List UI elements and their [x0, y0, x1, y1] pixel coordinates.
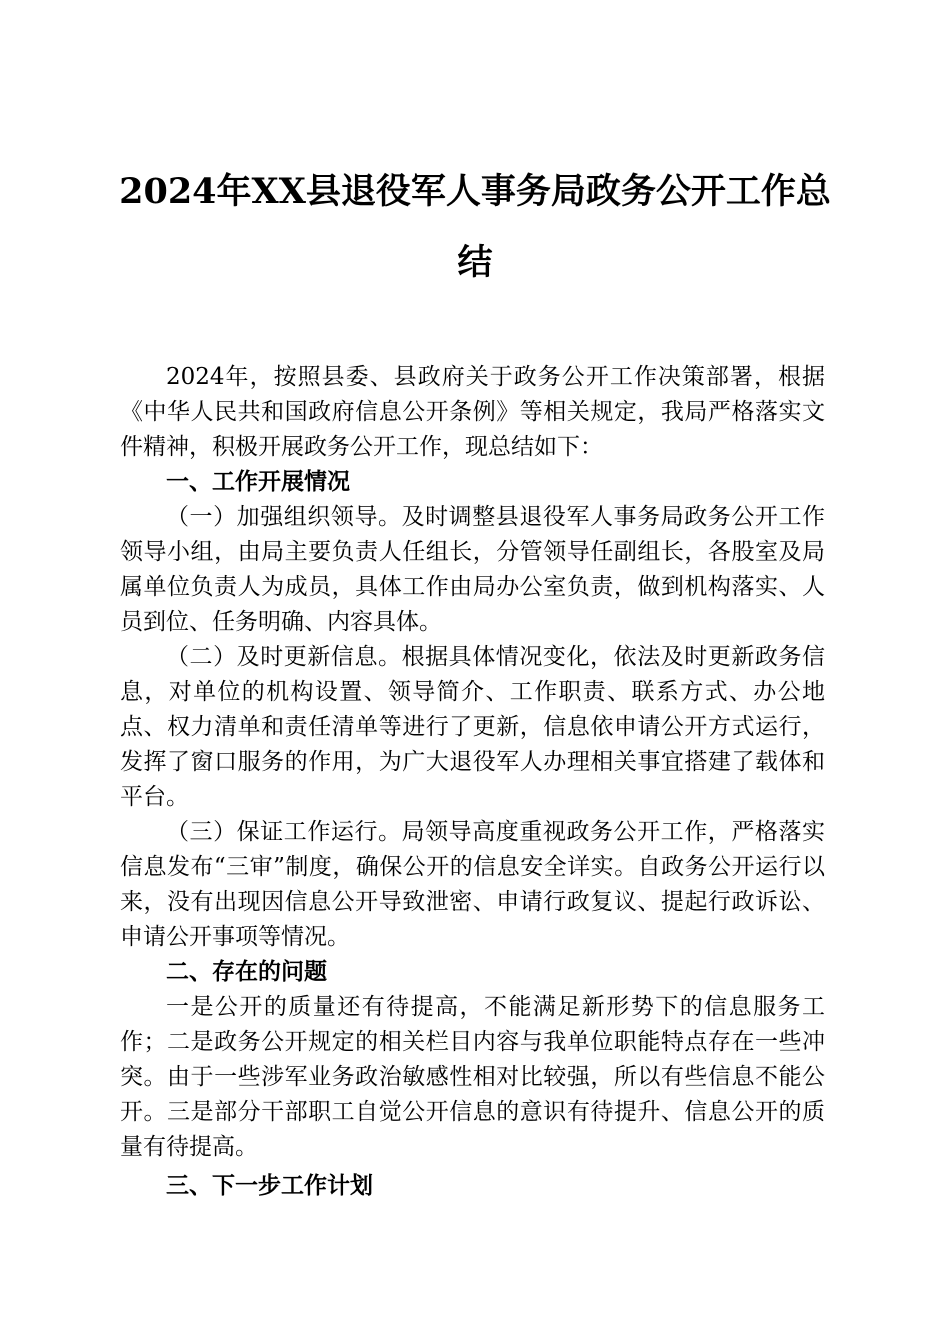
- subsection-3-lead: （三）保证工作运行。: [166, 819, 402, 845]
- document-body: [120, 360, 825, 1204]
- section-heading-2: [120, 955, 825, 990]
- problems-paragraph: [120, 990, 825, 1165]
- problems-text: 一是公开的质量还有待提高，不能满足新形势下的信息服务工作；二是政务公开规定的相关栏目内容与我单位职能特点存在一些冲突。由于一些涉军业务政治敏感性相对比较强，所以有些信息不能公开。三是部分干部职工自觉公开信息的意识有待提升、信息公开的质量有待提高。: [120, 994, 825, 1160]
- section-heading-3-text: 三、下一步工作计划: [166, 1173, 373, 1199]
- document-title-line-2: 结: [457, 242, 493, 283]
- document-title-line-1: 2024年XX县退役军人事务局政务公开工作总: [119, 171, 831, 212]
- section-heading-1: [120, 465, 825, 500]
- subsection-paragraph-3: [120, 815, 825, 955]
- subsection-paragraph-2: [120, 640, 825, 815]
- section-heading-1-text: 一、工作开展情况: [166, 469, 350, 495]
- subsection-3-text: 局领导高度重视政务公开工作，严格落实信息发布“三审”制度，确保公开的信息安全详实。自政务公开运行以来，没有出现因信息公开导致泄密、申请行政复议、提起行政诉讼、申请公开事项等情况。: [120, 819, 826, 950]
- subsection-1-text: 及时调整县退役军人事务局政务公开工作领导小组，由局主要负责人任组长，分管领导任副组长，各股室及局属单位负责人为成员，具体工作由局办公室负责，做到机构落实、人员到位、任务明确、内容具体。: [120, 504, 826, 635]
- subsection-paragraph-1: [120, 500, 825, 640]
- subsection-1-lead: （一）加强组织领导。: [166, 504, 402, 530]
- intro-text: 2024年，按照县委、县政府关于政务公开工作决策部署，根据《中华人民共和国政府信息公开条例》等相关规定，我局严格落实文件精神，积极开展政务公开工作，现总结如下：: [120, 364, 825, 460]
- section-heading-2-text: 二、存在的问题: [166, 959, 327, 985]
- subsection-2-text: 根据具体情况变化，依法及时更新政务信息，对单位的机构设置、领导简介、工作职责、联系方式、办公地点、权力清单和责任清单等进行了更新，信息依申请公开方式运行，发挥了窗口服务的作用，为广大退役军人办理相关事宜搭建了载体和平台。: [120, 644, 826, 810]
- subsection-2-lead: （二）及时更新信息。: [166, 644, 402, 670]
- intro-paragraph: [120, 360, 825, 465]
- section-heading-3: [120, 1169, 825, 1204]
